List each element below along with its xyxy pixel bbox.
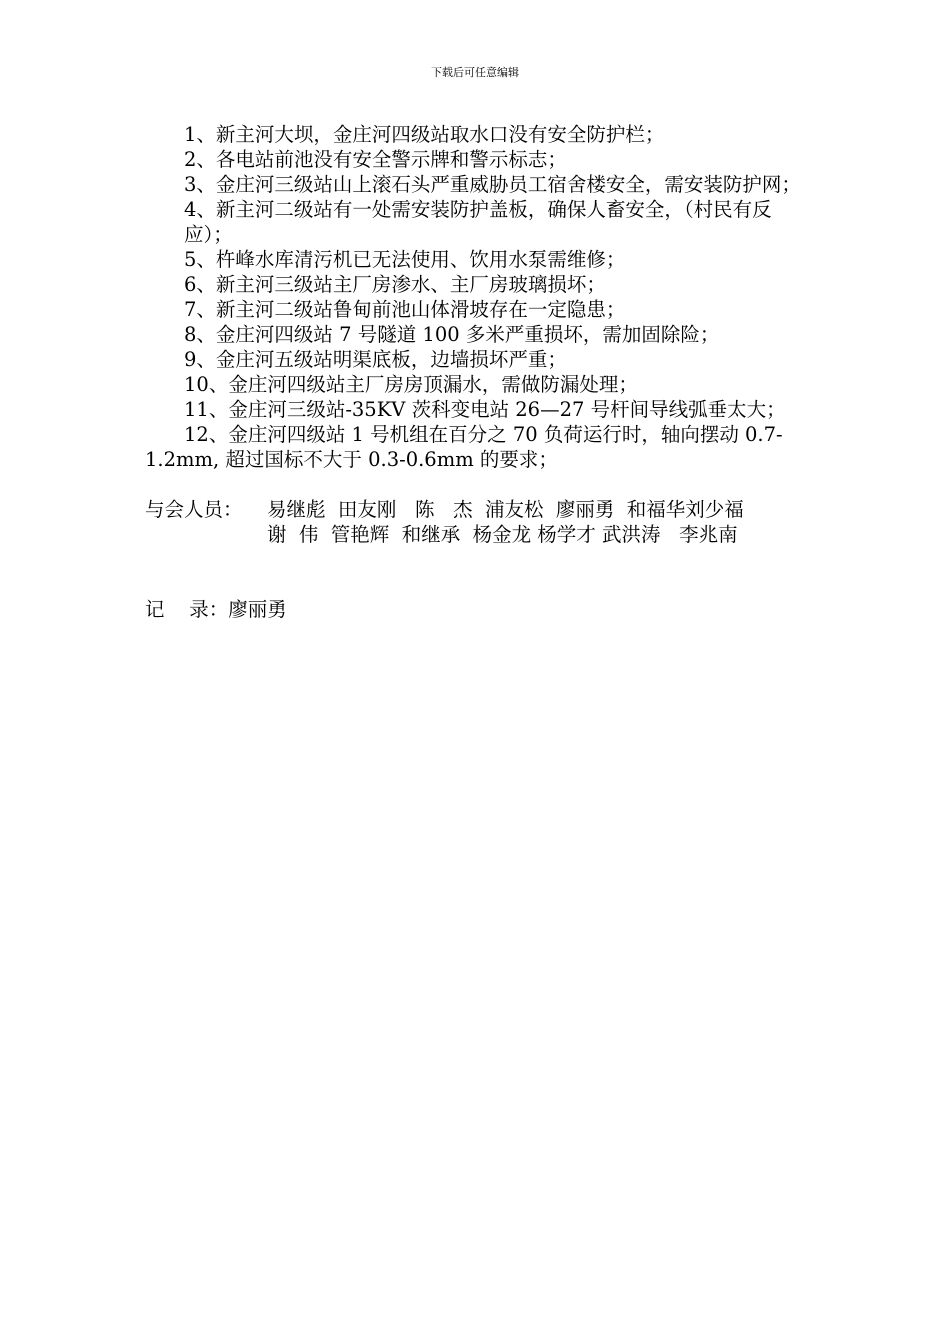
list-item: 10、金庄河四级站主厂房房顶漏水，需做防漏处理；	[184, 373, 638, 396]
attendees-names	[267, 497, 807, 547]
page-header: 下载后可任意编辑	[431, 66, 519, 79]
list-item: 4、新主河二级站有一处需安装防护盖板，确保人畜安全，（村民有反应）；	[184, 198, 772, 246]
list-item: 6、新主河三级站主厂房渗水、主厂房玻璃损坏；	[184, 273, 606, 296]
recorder-line	[145, 597, 807, 622]
list-item: 1、新主河大坝，金庄河四级站取水口没有安全防护栏；	[184, 123, 665, 146]
list-item: 12、金庄河四级站 1 号机组在百分之 70 负荷运行时，轴向摆动 0.7-1.2mm, 超过国标不大于 0.3-0.6mm 的要求；	[145, 423, 783, 471]
list-item: 7、新主河二级站鲁甸前池山体滑坡存在一定隐患；	[184, 298, 626, 321]
list-item: 9、金庄河五级站明渠底板，边墙损坏严重；	[184, 348, 567, 371]
recorder-label: 记 录：	[145, 598, 229, 621]
list-item: 2、各电站前池没有安全警示牌和警示标志；	[184, 148, 567, 171]
attendees-block	[145, 497, 807, 547]
attendees-label: 与会人员：	[145, 498, 243, 521]
list-item: 5、杵峰水库清污机已无法使用、饮用水泵需维修；	[184, 248, 626, 271]
document-body	[145, 122, 807, 622]
attendees-line: 易继彪 田友刚 陈 杰 浦友松 廖丽勇 和福华刘少福	[267, 498, 744, 521]
attendees-line: 谢 伟 管艳辉 和继承 杨金龙 杨学才 武洪涛 李兆南	[267, 523, 738, 546]
recorder-name: 廖丽勇	[228, 598, 287, 621]
list-item: 11、金庄河三级站-35KV 茨科变电站 26—27 号杆间导线弧垂太大；	[184, 398, 786, 421]
list-item: 8、金庄河四级站 7 号隧道 100 多米严重损坏，需加固除险；	[184, 323, 720, 346]
list-item: 3、金庄河三级站山上滚石头严重威胁员工宿舍楼安全，需安装防护网；	[184, 173, 801, 196]
